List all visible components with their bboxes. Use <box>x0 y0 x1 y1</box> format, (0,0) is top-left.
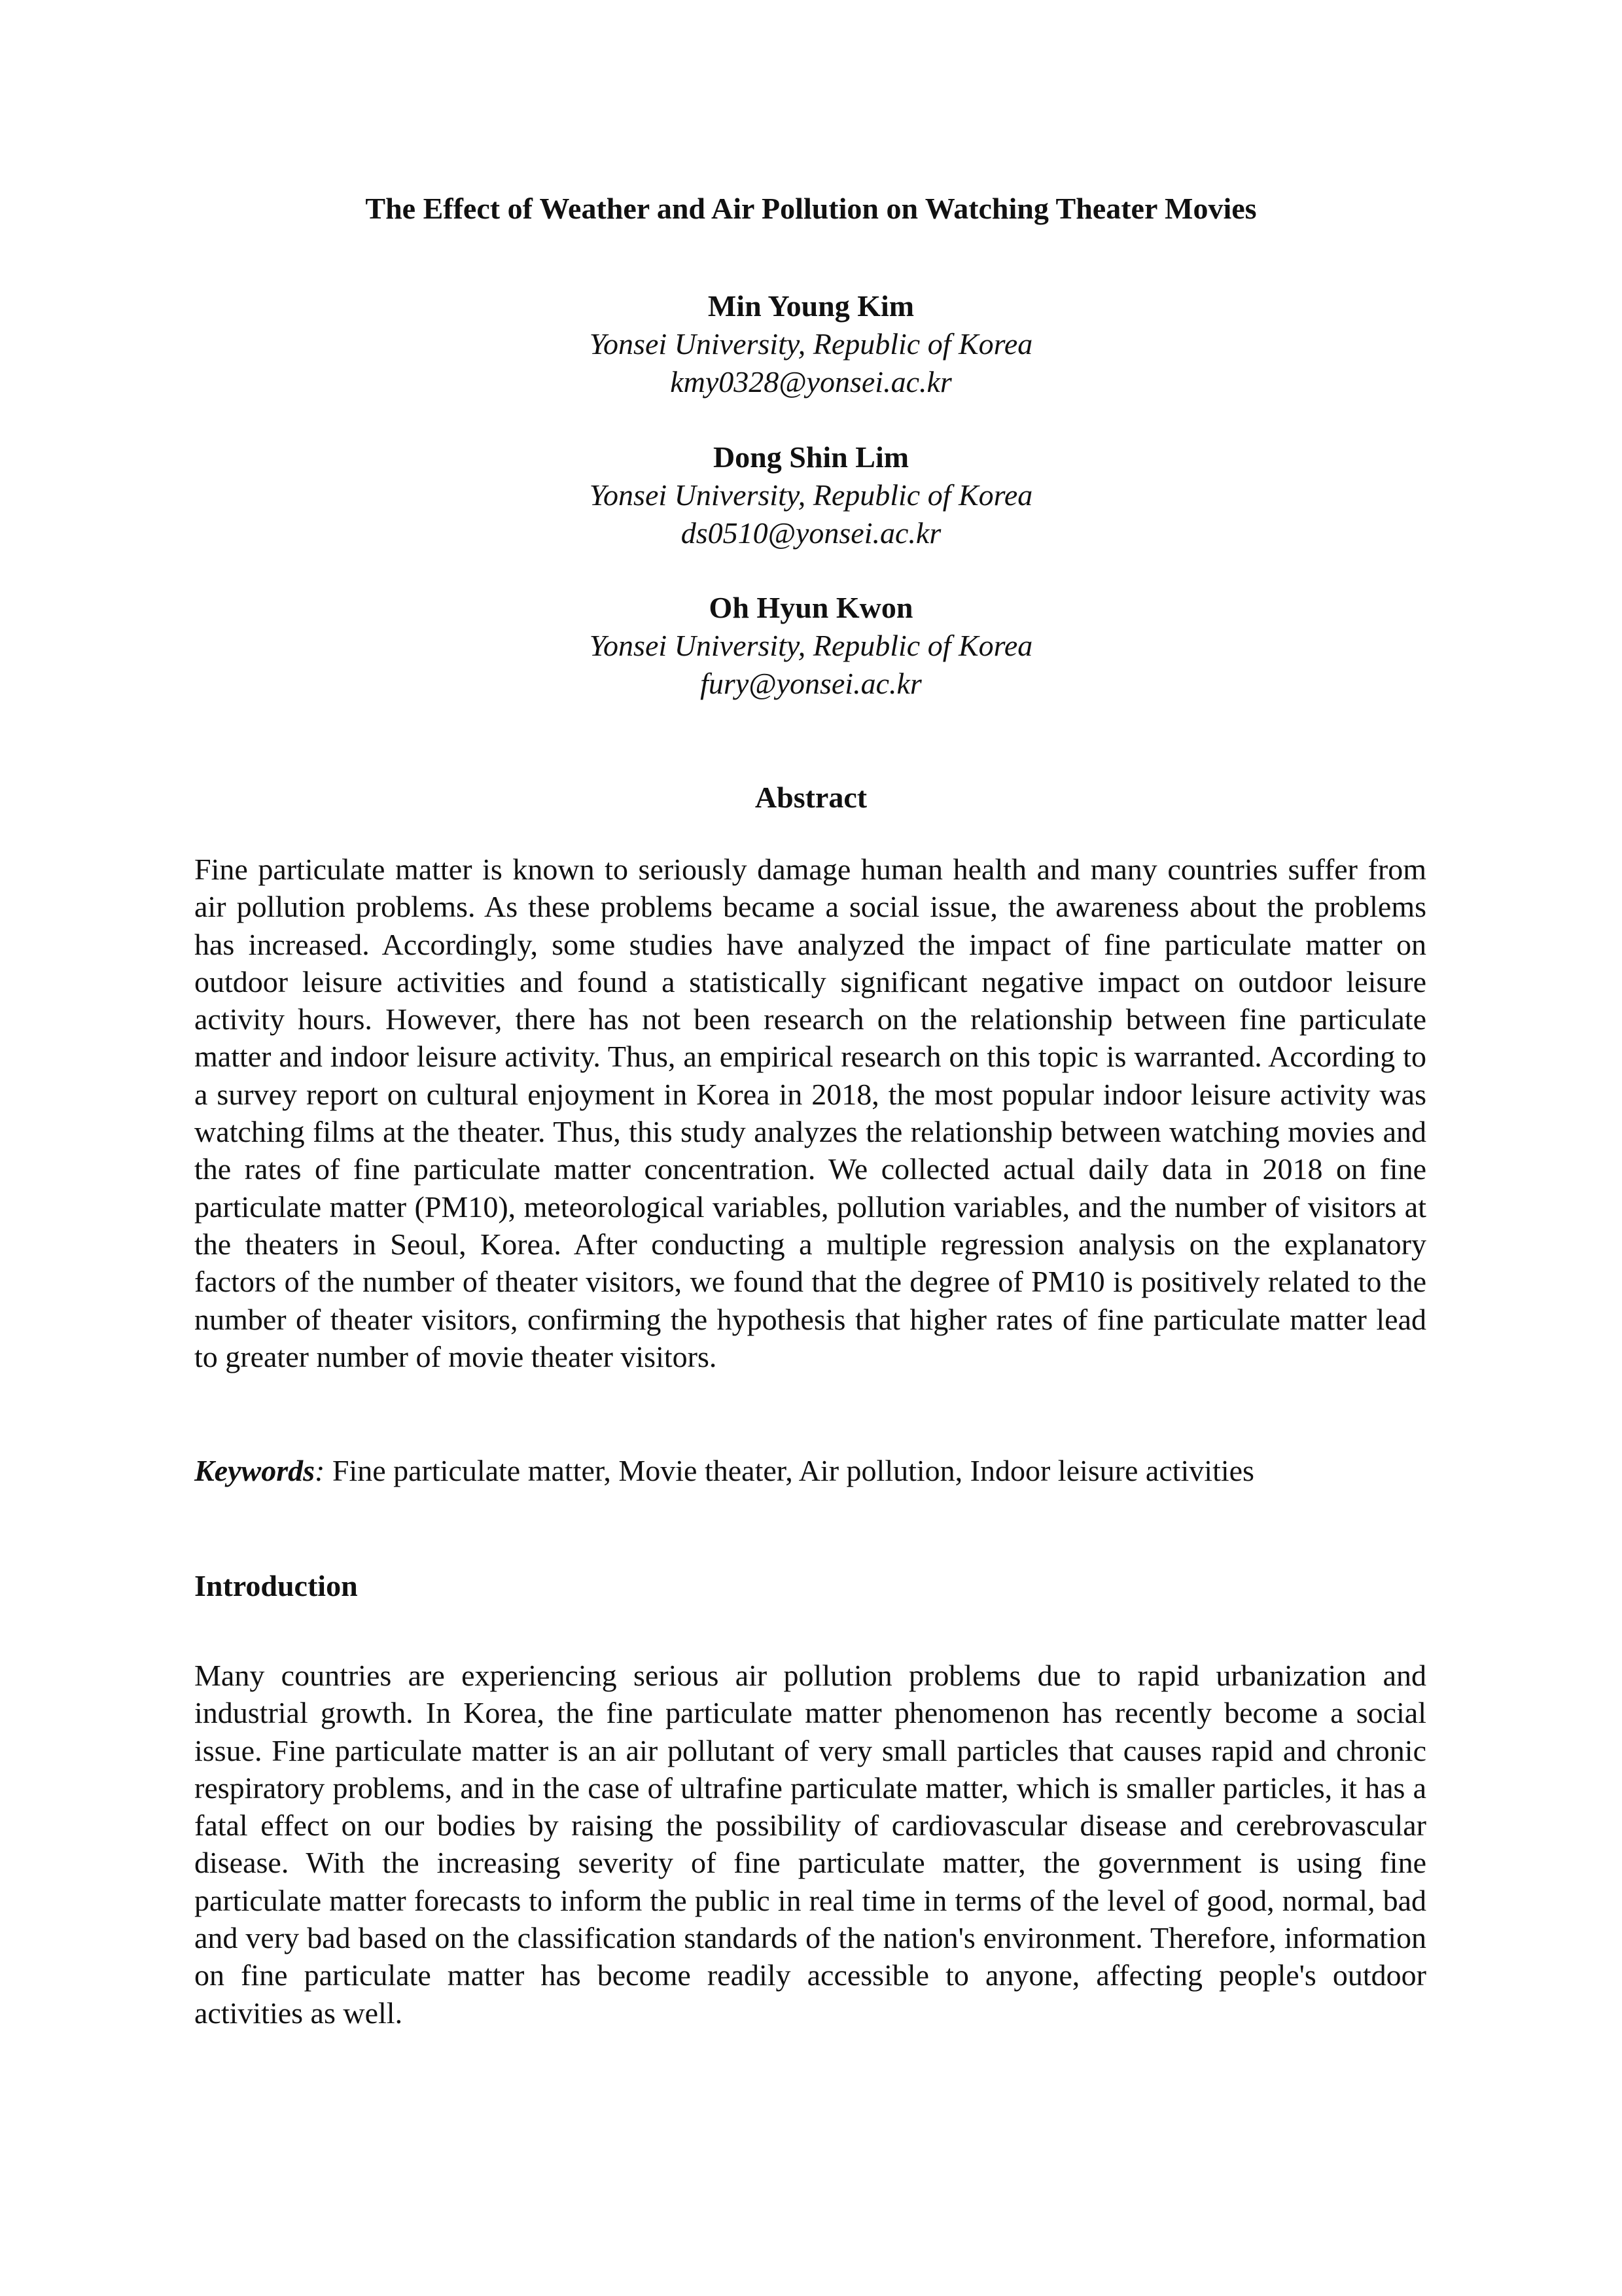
author-block-2 <box>0 438 1622 552</box>
author-email: kmy0328@yonsei.ac.kr <box>670 365 952 398</box>
author-block-1 <box>0 287 1622 401</box>
author-affiliation: Yonsei University, Republic of Korea <box>589 327 1033 361</box>
introduction-text: Many countries are experiencing serious air pollution problems due to rapid urbanization and industrial growth. In Korea, the fine particulate matter phenomenon has recently become a social issue. Fine particulate matter is an air pollutant of very small particles that causes rapid and chronic respiratory problems, and in the case of ultrafine particulate matter, which is smaller particles, it has a fatal effect on our bodies by raising the possibility of cardiovascular disease and cerebrovascular disease. With the increasing severity of fine particulate matter, the government is using fine particulate matter forecasts to inform the public in real time in terms of the level of good, normal, bad and very bad based on the classification standards of the nation's environment. Therefore, information on fine particulate matter has become readily accessible to anyone, affecting people's outdoor activities as well. <box>194 1659 1426 2030</box>
author-affiliation: Yonsei University, Republic of Korea <box>589 478 1033 512</box>
keywords-text: Fine particulate matter, Movie theater, Air pollution, Indoor leisure activities <box>332 1454 1254 1487</box>
author-email: ds0510@yonsei.ac.kr <box>680 516 942 550</box>
keywords-label: Keywords <box>194 1454 315 1487</box>
keywords-line <box>194 1452 1426 1489</box>
author-affiliation: Yonsei University, Republic of Korea <box>589 629 1033 662</box>
abstract-text: Fine particulate matter is known to seriously damage human health and many countries suffer from air pollution problems. As these problems became a social issue, the awareness about the problems has increased. Accordingly, some studies have analyzed the impact of fine particulate matter on outdoor leisure activities and found a statistically significant negative impact on outdoor leisure activity hours. However, there has not been research on the relationship between fine particulate matter and indoor leisure activity. Thus, an empirical research on this topic is warranted. According to a survey report on cultural enjoyment in Korea in 2018, the most popular indoor leisure activity was watching films at the theater. Thus, this study analyzes the relationship between watching movies and the rates of fine particulate matter concentration. We collected actual daily data in 2018 on fine particulate matter (PM10), meteorological variables, pollution variables, and the number of visitors at the theaters in Seoul, Korea. After conducting a multiple regression analysis on the explanatory factors of the number of theater visitors, we found that the degree of PM10 is positively related to the number of theater visitors, confirming the hypothesis that higher rates of fine particulate matter lead to greater number of movie theater visitors. <box>194 853 1426 1373</box>
author-block-3 <box>0 589 1622 703</box>
author-name: Oh Hyun Kwon <box>709 591 913 624</box>
author-name: Dong Shin Lim <box>713 440 909 474</box>
author-email: fury@yonsei.ac.kr <box>700 667 922 700</box>
introduction-heading: Introduction <box>194 1569 358 1602</box>
author-name: Min Young Kim <box>707 289 915 323</box>
paper-title: The Effect of Weather and Air Pollution on Watching Theater Movies <box>365 192 1257 225</box>
keywords-colon: : <box>315 1454 325 1487</box>
abstract-heading: Abstract <box>754 781 868 814</box>
